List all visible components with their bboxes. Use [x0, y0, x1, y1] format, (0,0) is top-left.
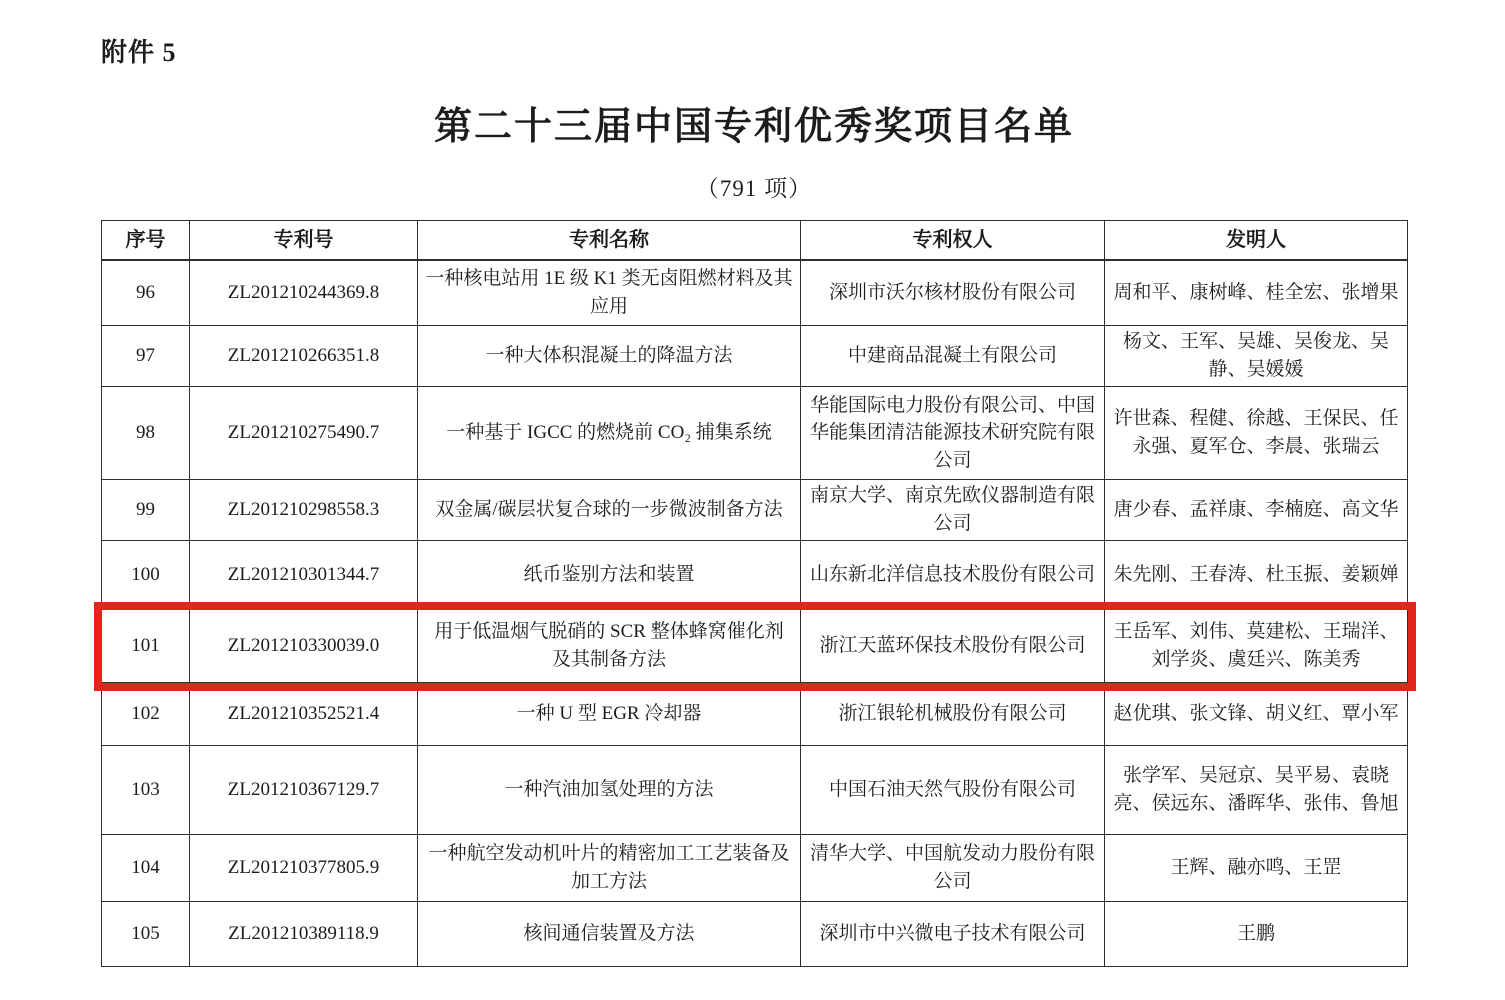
cell-patentee: 浙江银轮机械股份有限公司: [801, 683, 1105, 746]
cell-inventors: 王岳军、刘伟、莫建松、王瑞洋、刘学炎、虞廷兴、陈美秀: [1105, 610, 1408, 683]
table-row: [102, 387, 1408, 480]
patent-award-table: [101, 220, 1408, 967]
document-title: 第二十三届中国专利优秀奖项目名单: [433, 106, 1074, 148]
cell-inventors: 杨文、王军、吴雄、吴俊龙、吴静、吴媛媛: [1105, 326, 1408, 387]
header-cell-patent-number: 专利号: [190, 221, 418, 261]
table-row: [102, 835, 1408, 902]
cell-serial: 98: [102, 387, 190, 480]
table-row: [102, 746, 1408, 835]
cell-serial: 100: [102, 541, 190, 610]
cell-serial: 105: [102, 902, 190, 967]
header-cell-patent-name: 专利名称: [418, 221, 801, 261]
header-cell-serial: 序号: [102, 221, 190, 261]
cell-patentee: 中建商品混凝土有限公司: [801, 326, 1105, 387]
cell-patent-number: ZL201210389118.9: [190, 902, 418, 967]
table-header-row: [102, 221, 1408, 261]
cell-serial: 101: [102, 610, 190, 683]
header-cell-patentee: 专利权人: [801, 221, 1105, 261]
cell-patent-name: 核间通信装置及方法: [418, 902, 801, 967]
cell-patentee: 华能国际电力股份有限公司、中国华能集团清洁能源技术研究院有限公司: [801, 387, 1105, 480]
cell-serial: 97: [102, 326, 190, 387]
cell-serial: 96: [102, 260, 190, 326]
cell-inventors: 赵优琪、张文锋、胡义红、覃小军: [1105, 683, 1408, 746]
cell-patentee: 深圳市中兴微电子技术有限公司: [801, 902, 1105, 967]
cell-patent-name: 一种核电站用 1E 级 K1 类无卤阻燃材料及其应用: [418, 260, 801, 326]
cell-inventors: 周和平、康树峰、桂全宏、张增果: [1105, 260, 1408, 326]
document-page: [101, 0, 1407, 967]
cell-patent-name: 一种基于 IGCC 的燃烧前 CO₂ 捕集系统: [418, 387, 801, 480]
table-row: [102, 480, 1408, 541]
cell-patent-number: ZL201210298558.3: [190, 480, 418, 541]
table-row: [102, 260, 1408, 326]
cell-patent-name: 一种航空发动机叶片的精密加工工艺装备及加工方法: [418, 835, 801, 902]
cell-patent-name: 双金属/碳层状复合球的一步微波制备方法: [418, 480, 801, 541]
table-row: [102, 541, 1408, 610]
cell-patent-number: ZL201210367129.7: [190, 746, 418, 835]
cell-inventors: 张学军、吴冠京、吴平易、袁晓亮、侯远东、潘晖华、张伟、鲁旭: [1105, 746, 1408, 835]
cell-patent-name: 用于低温烟气脱硝的 SCR 整体蜂窝催化剂及其制备方法: [418, 610, 801, 683]
document-subtitle: （791 项）: [695, 176, 813, 201]
cell-patent-name: 一种大体积混凝土的降温方法: [418, 326, 801, 387]
table-row: [102, 902, 1408, 967]
cell-serial: 99: [102, 480, 190, 541]
cell-patent-name: 一种 U 型 EGR 冷却器: [418, 683, 801, 746]
cell-patent-number: ZL201210244369.8: [190, 260, 418, 326]
cell-serial: 103: [102, 746, 190, 835]
cell-patentee: 清华大学、中国航发动力股份有限公司: [801, 835, 1105, 902]
attachment-label: 附件 5: [101, 38, 177, 67]
cell-serial: 102: [102, 683, 190, 746]
cell-inventors: 唐少春、孟祥康、李楠庭、高文华: [1105, 480, 1408, 541]
cell-inventors: 王鹏: [1105, 902, 1408, 967]
cell-patent-number: ZL201210330039.0: [190, 610, 418, 683]
table-row: [102, 326, 1408, 387]
cell-patent-name: 一种汽油加氢处理的方法: [418, 746, 801, 835]
table-row: [102, 683, 1408, 746]
cell-patent-name: 纸币鉴别方法和装置: [418, 541, 801, 610]
cell-patent-number: ZL201210352521.4: [190, 683, 418, 746]
cell-patentee: 南京大学、南京先欧仪器制造有限公司: [801, 480, 1105, 541]
cell-patentee: 山东新北洋信息技术股份有限公司: [801, 541, 1105, 610]
cell-patentee: 深圳市沃尔核材股份有限公司: [801, 260, 1105, 326]
cell-patent-number: ZL201210377805.9: [190, 835, 418, 902]
table-row-highlighted: [102, 610, 1408, 683]
cell-patent-number: ZL201210275490.7: [190, 387, 418, 480]
cell-inventors: 王辉、融亦鸣、王罡: [1105, 835, 1408, 902]
cell-inventors: 朱先刚、王春涛、杜玉振、姜颖婵: [1105, 541, 1408, 610]
cell-patentee: 浙江天蓝环保技术股份有限公司: [801, 610, 1105, 683]
cell-patentee: 中国石油天然气股份有限公司: [801, 746, 1105, 835]
header-cell-inventors: 发明人: [1105, 221, 1408, 261]
cell-serial: 104: [102, 835, 190, 902]
cell-patent-number: ZL201210266351.8: [190, 326, 418, 387]
cell-patent-number: ZL201210301344.7: [190, 541, 418, 610]
cell-inventors: 许世森、程健、徐越、王保民、任永强、夏军仓、李晨、张瑞云: [1105, 387, 1408, 480]
